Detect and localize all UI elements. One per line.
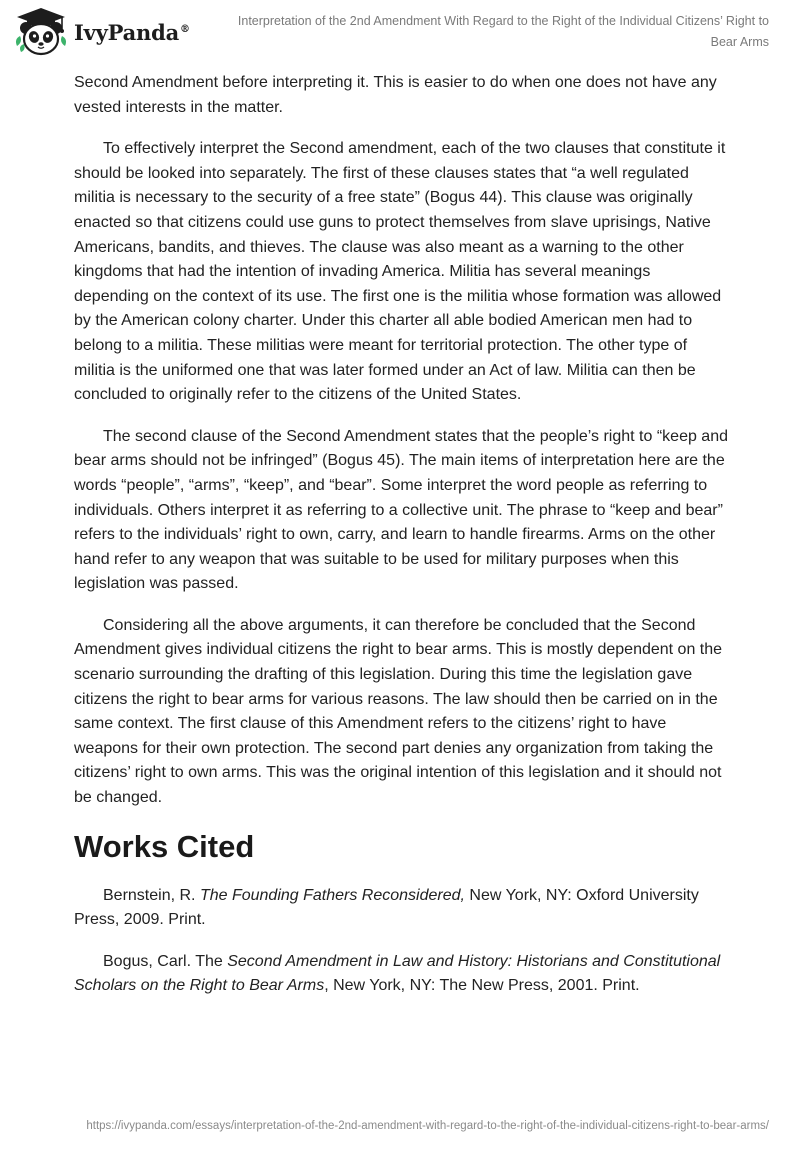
- essay-content: [74, 71, 729, 1016]
- citation-entry: [74, 884, 729, 933]
- paragraph: The second clause of the Second Amendment states that the people’s right to “keep and bear arms should not be infringed” (Bogus 45). The main items of interpretation here are the words “people”, “arms”, “keep”, and “bear”. Some interpret the word people as referring to individuals. Others interpret it as referring to a collective unit. The phrase to “keep and bear” refers to the individuals’ right to own, carry, and learn to handle firearms. Arms on the other hand refer to any weapon that was suitable to be used for military purposes when this legislation was passed.: [74, 427, 728, 593]
- citation-title: Second Amendment in Law and History: Historians and Constitutional Scholars on the Right to Bear Arms: [74, 952, 721, 995]
- citation-entry: [74, 950, 729, 999]
- citation-publisher: , New York, NY: The New Press, 2001. Print.: [324, 977, 640, 995]
- brand-name: IvyPanda®: [74, 19, 190, 45]
- paragraph: Considering all the above arguments, it can therefore be concluded that the Second Amendment gives individual citizens the right to bear arms. This is mostly dependent on the scenario surrounding the drafting of this legislation. During this time the legislation gave citizens the right to bear arms for various reasons. The law should then be carried on in the same context. The first clause of this Amendment refers to the citizens’ right to have weapons for their own protection. The second part denies any organization from taking the citizens’ right to own arms. This was the original intention of this legislation and it should not be changed.: [74, 616, 723, 807]
- citation-author: Bernstein, R.: [103, 886, 200, 904]
- document-title: Interpretation of the 2nd Amendment With Regard to the Right of the Individual Citizens’ Right to Bear Arms: [237, 14, 769, 49]
- paragraph-continued: Second Amendment before interpreting it. This is easier to do when one does not have any vested interests in the matter.: [74, 74, 717, 116]
- citation-title: The Founding Fathers Reconsidered,: [199, 886, 465, 904]
- works-cited-heading: Works Cited: [74, 828, 255, 864]
- page-header: [0, 0, 800, 64]
- citation-publisher: New York, NY: Oxford University Press, 2009. Print.: [74, 886, 699, 929]
- panda-graduate-icon: [14, 6, 68, 58]
- paragraph: To effectively interpret the Second amendment, each of the two clauses that constitute it should be looked into separately. The first of these clauses states that “a well regulated militia is necessary to the security of a free state” (Bogus 44). This clause was originally enacted so that citizens could use guns to protect themselves from slave uprisings, Native Americans, bandits, and thieves. The clause was also meant as a warning to the other kingdoms that had the intention of invading America. Militia has several meanings depending on the context of its use. The first one is the militia whose formation was allowed by the American colony charter. Under this charter all able bodied American men had to belong to a militia. These militias were meant for territorial protection. The other type of militia is the uniformed one that was later formed under an Act of law. Militia can then be concluded to originally refer to the citizens of the United States.: [74, 140, 726, 404]
- ivypanda-logo[interactable]: [14, 6, 190, 58]
- citation-author: Bogus, Carl. The: [103, 952, 228, 970]
- registered-mark: ®: [180, 23, 190, 35]
- source-url-link[interactable]: https://ivypanda.com/essays/interpretation-of-the-2nd-amendment-with-regard-to-the-right-of-the-individual-citizens-right-to-bear-arms/: [86, 1120, 769, 1132]
